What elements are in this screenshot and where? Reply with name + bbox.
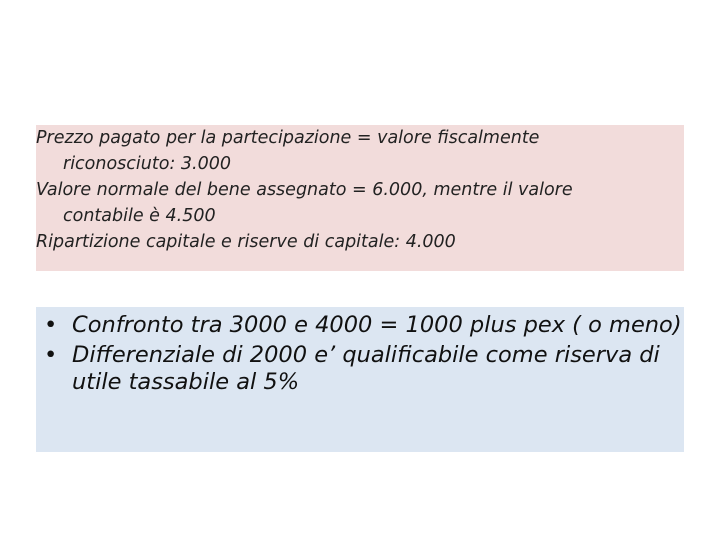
bullet-text: Differenziale di 2000 e’ qualificabile come riserva di utile tassabile al 5%: [72, 342, 660, 395]
paragraph-valore-normale: [36, 177, 678, 229]
paragraph-line: Prezzo pagato per la partecipazione = valore fiscalmente: [36, 128, 540, 148]
paragraph-continuation: riconosciuto: 3.000: [63, 154, 232, 174]
bullet-icon: •: [44, 312, 58, 338]
bullet-list: [36, 312, 684, 396]
bullet-icon: •: [44, 342, 58, 368]
bottom-bullet-box: [36, 307, 684, 452]
paragraph-line: Ripartizione capitale e riserve di capitale: 4.000: [36, 232, 456, 252]
paragraph-continuation: contabile è 4.500: [63, 206, 216, 226]
bullet-text: Confronto tra 3000 e 4000 = 1000 plus pex ( o meno): [72, 312, 682, 338]
paragraph-prezzo-pagato: [36, 125, 678, 177]
bullet-item-differenziale: [36, 342, 684, 396]
bullet-item-confronto: [36, 312, 684, 339]
top-text-box: [36, 125, 684, 271]
paragraph-line: Valore normale del bene assegnato = 6.000, mentre il valore: [36, 180, 573, 200]
paragraph-ripartizione: [36, 229, 678, 255]
